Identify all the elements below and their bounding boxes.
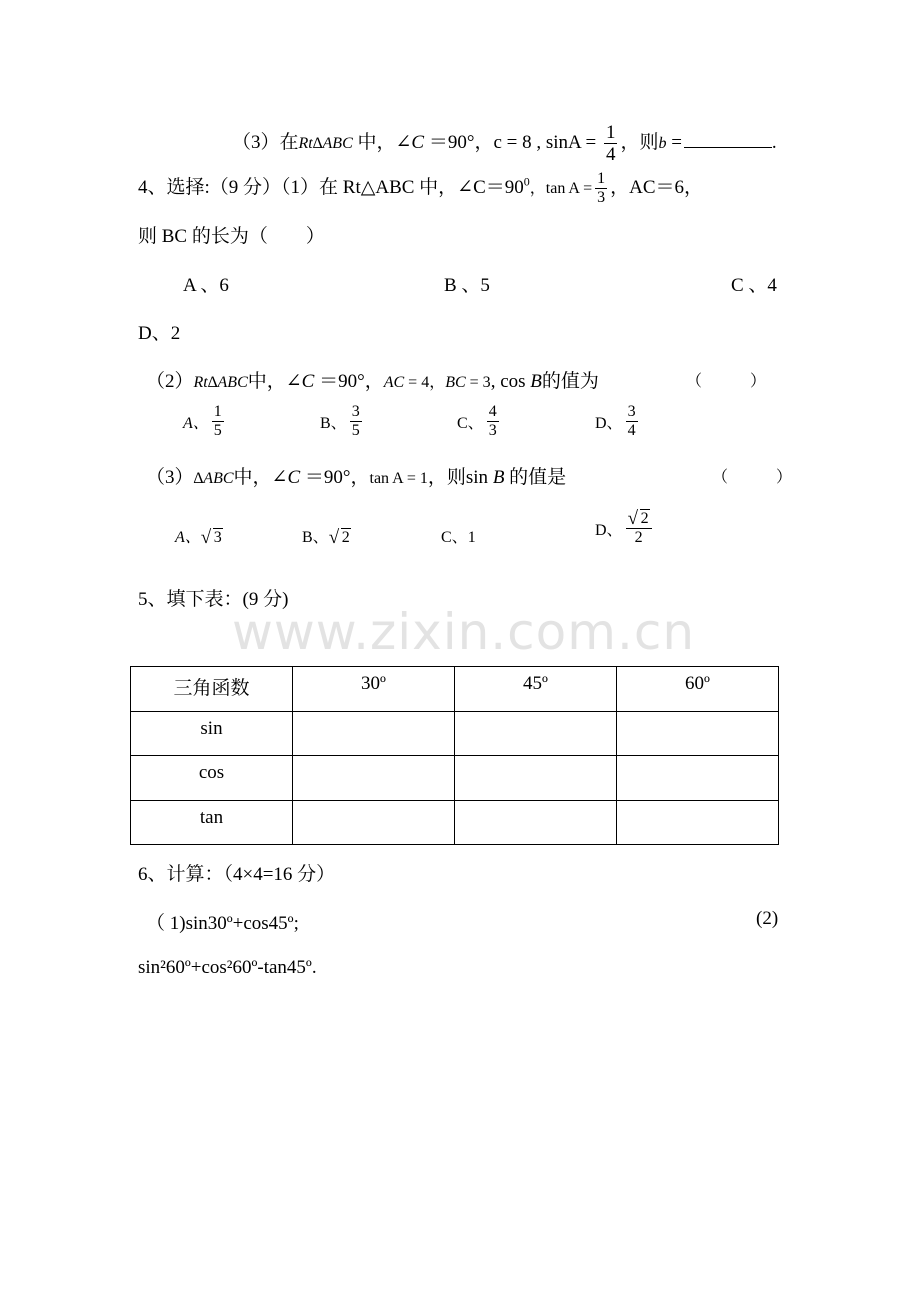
q4p2-B: B [530, 371, 542, 392]
q4p3-opt-b-label: B、 [302, 529, 329, 546]
q4p3-B: B [492, 467, 505, 488]
q4p2-opt-b-label: B、 [320, 415, 347, 432]
answer-cell[interactable] [455, 711, 617, 756]
q4p3-option-b[interactable] [302, 524, 351, 547]
q4p3-option-d[interactable] [595, 510, 655, 547]
q4p3-answer-paren[interactable]: （ ） [712, 469, 793, 486]
q3-answer-blank[interactable] [684, 129, 772, 148]
q3-eq90: ＝90° [424, 131, 475, 153]
q3-b: b [658, 134, 667, 152]
row-label: tan [131, 800, 293, 845]
q3-triangle: Rt∆ABC [298, 134, 353, 152]
answer-cell[interactable] [293, 756, 455, 801]
row-label: cos [131, 756, 293, 801]
q4p2-angle: ∠C [285, 371, 315, 392]
q6-part2-label: (2) [756, 908, 779, 929]
q4p2-mid: 中， [247, 371, 286, 392]
table-header-cell: 45º [455, 667, 617, 712]
q4p3-option-a[interactable] [175, 524, 223, 547]
q4p2-eq90: ＝90°， [314, 371, 384, 392]
radical-icon: √ [328, 527, 340, 548]
table-header-cell: 30º [293, 667, 455, 712]
frac-num: 1 [213, 403, 222, 420]
table-header-row [131, 667, 779, 712]
q4p3-opt-c-label: C、 [441, 529, 468, 546]
q3-fraction [604, 122, 618, 165]
frac-den: 4 [627, 422, 636, 439]
q4p2-prefix: （2） [146, 371, 194, 392]
frac-den: 3 [488, 422, 497, 439]
q4p3-angle: ∠C [271, 467, 301, 488]
q4p2-option-d[interactable] [595, 403, 641, 440]
frac-num: 4 [488, 403, 497, 420]
q4-part3-line [146, 462, 566, 489]
q6-part2-expr: sin²60º+cos²60º-tan45º. [138, 957, 317, 978]
answer-cell[interactable] [455, 756, 617, 801]
q4p2-opt-a-frac [212, 403, 224, 440]
q4p2-bc-val: = 3 [465, 374, 491, 391]
row-label: sin [131, 711, 293, 756]
answer-cell[interactable] [617, 800, 779, 845]
q4p3-eq90: ＝90°， [300, 467, 370, 488]
q3-part3-line [232, 122, 777, 165]
q4-line2: 则 BC 的长为（ ） [138, 226, 325, 247]
q4p3-prefix: （3） [146, 467, 194, 488]
q4-option-c[interactable]: C 、4 [731, 275, 777, 296]
q3-prefix: （3）在 [232, 131, 299, 153]
watermark: www.zixin.com.cn [232, 603, 696, 661]
q4p2-answer-paren[interactable]: （ ） [686, 373, 767, 390]
answer-cell[interactable] [293, 800, 455, 845]
table-row [131, 711, 779, 756]
q4-fraction [595, 170, 607, 207]
q4p2-opt-d-label: D、 [595, 415, 623, 432]
q4p2-option-b[interactable] [320, 403, 365, 440]
q3-frac-den: 4 [605, 144, 616, 165]
radicand: 2 [341, 529, 350, 546]
q4-option-a[interactable]: A 、6 [183, 275, 229, 296]
q3-eq: = [666, 131, 682, 153]
q4-tail: ，AC＝6， [610, 176, 704, 198]
q4p2-triangle: Rt∆ABC [193, 374, 248, 391]
q4-heading [138, 170, 703, 207]
q4-option-d[interactable]: D、2 [138, 323, 181, 344]
q3-then: ，则 [620, 131, 659, 153]
radical-icon: √ [200, 527, 212, 548]
q4p2-opt-c-frac [487, 403, 499, 440]
q4-sup-zero: 0 [523, 174, 530, 189]
q3-mid: 中， [352, 131, 396, 153]
q4p3-triangle: ∆ABC [193, 470, 234, 487]
frac-num: 3 [627, 403, 636, 420]
q4-frac-den: 3 [597, 189, 606, 206]
q4p2-opt-d-frac [626, 403, 638, 440]
q4p3-opt-d-frac [626, 510, 652, 547]
q4p2-bc: BC [445, 374, 466, 391]
q4p2-option-c[interactable] [457, 403, 502, 440]
frac-num: 3 [351, 403, 360, 420]
q6-heading: 6、计算：（4×4=16 分） [138, 864, 336, 885]
q4p2-ac: AC [383, 374, 405, 391]
table-row [131, 756, 779, 801]
answer-cell[interactable] [617, 756, 779, 801]
q4p3-opt-c-value: 1 [467, 529, 476, 546]
frac-den: 5 [351, 422, 360, 439]
table-header-cell: 三角函数 [131, 667, 293, 712]
q4-tan: ，tan A = [529, 179, 593, 197]
answer-cell[interactable] [293, 711, 455, 756]
q4p3-option-c[interactable] [441, 524, 476, 547]
sqrt-symbol [329, 529, 351, 547]
q4p3-sin: sin [465, 467, 493, 488]
frac-num [626, 510, 652, 529]
q4p3-opt-d-label: D、 [595, 522, 623, 539]
q4-head-text: 4、选择:（9 分）（1）在 Rt△ABC 中，∠C＝90 [138, 176, 524, 198]
q4p3-opt-a-label: A、 [175, 529, 201, 546]
q3-frac-num: 1 [605, 122, 616, 143]
q3-angle: ∠C [395, 131, 425, 153]
q4p2-ac-val: = 4， [404, 374, 446, 391]
q4p3-then: ，则 [427, 467, 466, 488]
q4p3-tail: 的值是 [504, 467, 567, 488]
q4-frac-num: 1 [597, 170, 606, 187]
answer-cell[interactable] [455, 800, 617, 845]
q4p3-tan: tan A = 1 [369, 470, 428, 487]
q4p2-opt-b-frac [350, 403, 362, 440]
q4p2-cos: , cos [490, 371, 531, 392]
trig-table [130, 666, 779, 845]
q4p2-opt-a-label: A、 [183, 415, 209, 432]
radicand: 3 [213, 529, 222, 546]
frac-den: 2 [634, 529, 643, 546]
q4p2-opt-c-label: C、 [457, 415, 484, 432]
table-header-cell: 60º [617, 667, 779, 712]
q6-part1: （ 1)sin30º+cos45º; [146, 913, 299, 934]
q3-end: . [771, 131, 777, 153]
q3-c-value: ，c = 8 , sinA = [474, 131, 601, 153]
answer-cell[interactable] [617, 711, 779, 756]
q5-heading: 5、填下表：(9 分) [138, 589, 289, 610]
q4p3-mid: 中， [233, 467, 272, 488]
q4p2-tail: 的值为 [541, 371, 599, 392]
radicand: 2 [640, 510, 649, 527]
q4p2-option-a[interactable] [183, 403, 227, 440]
q4-part2-line [146, 366, 599, 393]
radical-icon: √ [627, 508, 638, 529]
frac-den: 5 [213, 422, 222, 439]
sqrt-symbol [201, 529, 223, 547]
sqrt-symbol [627, 508, 650, 529]
table-row [131, 800, 779, 845]
q4-option-b[interactable]: B 、5 [444, 275, 490, 296]
